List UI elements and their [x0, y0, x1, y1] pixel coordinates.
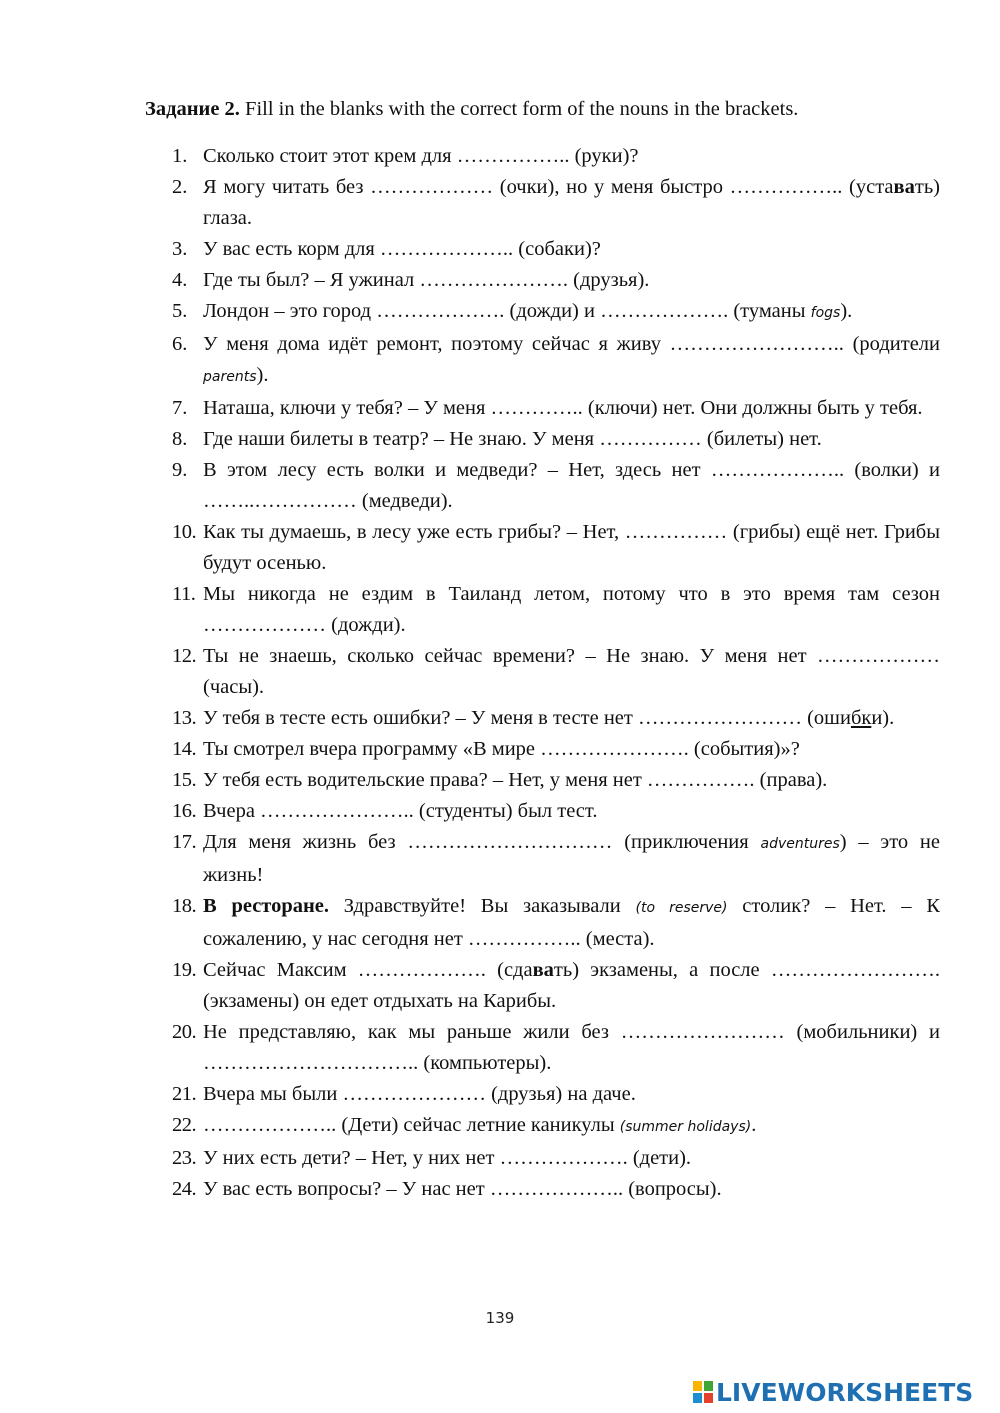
item-text [203, 765, 940, 796]
english-gloss: parents [203, 369, 257, 385]
item-text-segment: ) – это не жизнь! [203, 831, 940, 886]
item-number: 3. [172, 238, 188, 260]
item-text-segment: Мы никогда не ездим в Таиланд летом, потому что в это время там сезон ……………… (дожди). [203, 583, 940, 636]
item-text-segment: ть) глаза. [203, 176, 940, 229]
exercise-item [172, 703, 940, 734]
item-number: 11. [172, 583, 196, 605]
item-number: 14. [172, 738, 197, 760]
item-text-segment: Как ты думаешь, в лесу уже есть грибы? – Нет, …………… (грибы) ещё нет. Грибы будут осенью. [203, 521, 940, 574]
item-text-segment: Лондон – это город ………………. (дожди) и ………………. (туманы [203, 300, 811, 322]
liveworksheets-logo-icon [693, 1381, 713, 1403]
item-text [203, 393, 940, 424]
english-gloss: fogs [810, 305, 841, 321]
exercise-item [172, 265, 940, 296]
exercise-item [172, 579, 940, 641]
item-text-segment: У тебя в тесте есть ошибки? – У меня в тесте нет …………………… (оши [203, 707, 851, 729]
item-text-segment: У них есть дети? – Нет, у них нет ………………. (дети). [203, 1147, 692, 1169]
item-text [203, 172, 940, 234]
exercise-item [172, 329, 940, 393]
item-text-segment: Ты смотрел вчера программу «В мире …………………. (события)»? [203, 738, 800, 760]
item-text [203, 1143, 940, 1174]
exercise-item [172, 393, 940, 424]
item-text [203, 1110, 940, 1143]
item-text-segment: Вчера мы были ………………… (друзья) на даче. [203, 1083, 636, 1105]
item-text [203, 579, 940, 641]
exercise-item [172, 827, 940, 891]
item-text-segment: Я могу читать без ……………… (очки), но у меня быстро …………….. (уста [203, 176, 894, 198]
exercise-item [172, 172, 940, 234]
brand-text: LIVEWORKSHEETS [716, 1377, 974, 1407]
item-number: 5. [172, 300, 188, 322]
item-number: 18. [172, 895, 197, 917]
exercise-item [172, 296, 940, 329]
item-text [203, 424, 940, 455]
item-text [203, 955, 940, 1017]
item-text-segment: У меня дома идёт ремонт, поэтому сейчас я живу …………………….. (родители [203, 333, 940, 355]
item-number: 17. [172, 831, 197, 853]
item-text [203, 891, 940, 955]
page-number: 139 [485, 1309, 515, 1327]
item-text-segment: Не представляю, как мы раньше жили без …………………… (мобильники) и ………………………….. (компьютеры). [203, 1021, 940, 1074]
item-number: 20. [172, 1021, 197, 1043]
english-gloss: (summer holidays) [619, 1119, 752, 1135]
exercise-item [172, 1143, 940, 1174]
item-text [203, 517, 940, 579]
item-text-segment: Здравствуйте! Вы заказывали [329, 895, 636, 917]
item-text [203, 265, 940, 296]
item-text-segment: Ты не знаешь, сколько сейчас времени? – Не знаю. У меня нет ……………… (часы). [203, 645, 940, 698]
exercise-item [172, 734, 940, 765]
exercise-item [172, 1174, 940, 1205]
exercise-item [172, 891, 940, 955]
item-text-segment: У тебя есть водительские права? – Нет, у меня нет ……………. (права). [203, 769, 828, 791]
item-number: 1. [172, 145, 188, 167]
english-gloss: (to reserve) [635, 900, 728, 916]
item-text-segment: столик? – Нет. – К сожалению, у нас сегодня нет …………….. (места). [203, 895, 940, 950]
item-text [203, 296, 940, 329]
item-number: 12. [172, 645, 197, 667]
item-text-segment: У вас есть корм для ……………….. (собаки)? [203, 238, 601, 260]
exercise-item [172, 234, 940, 265]
item-text [203, 455, 940, 517]
item-number: 4. [172, 269, 188, 291]
item-number: 22. [172, 1114, 197, 1136]
item-text-segment: ). [840, 300, 853, 322]
exercise-item [172, 796, 940, 827]
item-text-segment: Где ты был? – Я ужинал …………………. (друзья). [203, 269, 650, 291]
item-text [203, 141, 940, 172]
exercise-item [172, 141, 940, 172]
item-text-segment: Для меня жизнь без ………………………… (приключения [203, 831, 761, 853]
item-number: 16. [172, 800, 197, 822]
item-text [203, 1079, 940, 1110]
item-text-segment: ва [532, 959, 554, 981]
exercise-item [172, 765, 940, 796]
exercise-item [172, 1017, 940, 1079]
item-text-segment: ть) экзамены, а после ……………………. (экзамены) он едет отдыхать на Карибы. [203, 959, 940, 1012]
liveworksheets-brand [693, 1377, 993, 1407]
exercise-item [172, 424, 940, 455]
item-text [203, 234, 940, 265]
item-text-segment: ва [893, 176, 915, 198]
item-text [203, 796, 940, 827]
item-text [203, 827, 940, 891]
exercise-item [172, 517, 940, 579]
item-text-segment: ). [256, 364, 269, 386]
exercise-item [172, 955, 940, 1017]
item-number: 13. [172, 707, 197, 729]
item-text-segment: Сейчас Максим ………………. (сда [203, 959, 533, 981]
item-number: 23. [172, 1147, 197, 1169]
task-heading [145, 94, 945, 124]
item-text-segment: . [751, 1114, 757, 1136]
item-text [203, 329, 940, 393]
item-number: 10. [172, 521, 197, 543]
task-instruction: Fill in the blanks with the correct form of the nouns in the brackets. [239, 98, 799, 120]
exercise-list [172, 141, 940, 1205]
item-number: 8. [172, 428, 188, 450]
item-text [203, 703, 940, 734]
item-text-segment: Вчера ………………….. (студенты) был тест. [203, 800, 598, 822]
english-gloss: adventures [760, 836, 840, 852]
exercise-item [172, 1110, 940, 1143]
exercise-item [172, 641, 940, 703]
item-number: 6. [172, 333, 188, 355]
item-number: 15. [172, 769, 197, 791]
item-text [203, 1174, 940, 1205]
item-text-segment: В ресторане. [203, 895, 330, 917]
item-text [203, 734, 940, 765]
item-text-segment: В этом лесу есть волки и медведи? – Нет, здесь нет ……………….. (волки) и ……..…………… (медведи). [203, 459, 940, 512]
item-number: 21. [172, 1083, 197, 1105]
item-text-segment: Сколько стоит этот крем для …………….. (руки)? [203, 145, 639, 167]
item-text [203, 641, 940, 703]
item-number: 24. [172, 1178, 197, 1200]
item-text-segment: Наташа, ключи у тебя? – У меня ………….. (ключи) нет. Они должны быть у тебя. [203, 397, 923, 419]
item-text-segment: бк [850, 707, 872, 729]
item-text-segment: ……………….. (Дети) сейчас летние каникулы [203, 1114, 620, 1136]
exercise-item [172, 1079, 940, 1110]
item-text [203, 1017, 940, 1079]
item-number: 7. [172, 397, 188, 419]
task-label: Задание 2. [145, 98, 240, 120]
item-text-segment: и). [871, 707, 895, 729]
item-text-segment: Где наши билеты в театр? – Не знаю. У меня …………… (билеты) нет. [203, 428, 822, 450]
item-text-segment: У вас есть вопросы? – У нас нет ……………….. (вопросы). [203, 1178, 722, 1200]
item-number: 19. [172, 959, 197, 981]
item-number: 9. [172, 459, 188, 481]
exercise-item [172, 455, 940, 517]
item-number: 2. [172, 176, 188, 198]
